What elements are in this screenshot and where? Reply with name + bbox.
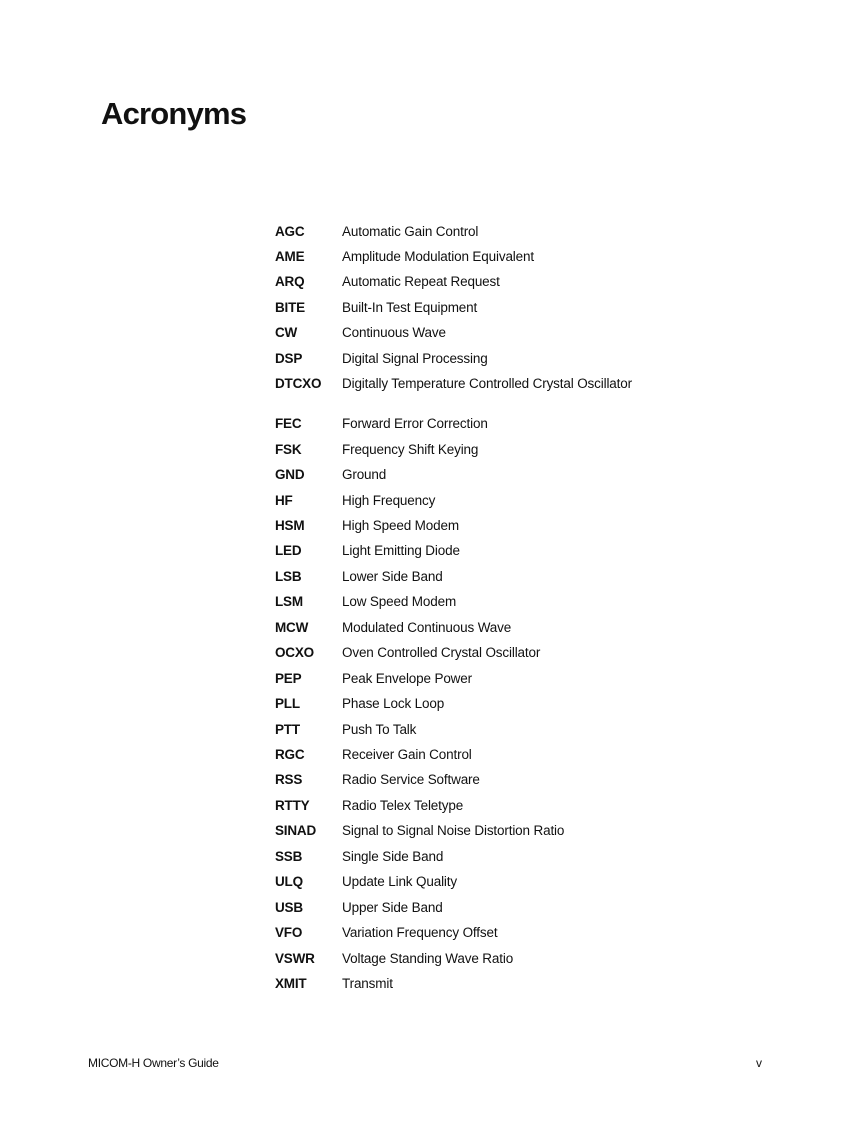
acronym-meaning: Variation Frequency Offset: [342, 925, 498, 941]
acronym-abbreviation: XMIT: [275, 976, 307, 991]
acronym-abbreviation: GND: [275, 467, 305, 482]
acronym-row: [275, 974, 393, 994]
acronym-row: [275, 516, 459, 536]
acronym-meaning: Upper Side Band: [342, 899, 443, 915]
acronym-meaning: Phase Lock Loop: [342, 696, 445, 712]
page-title: Acronyms: [101, 96, 247, 131]
acronym-abbreviation: MCW: [275, 619, 309, 635]
acronym-meaning: Update Link Quality: [342, 874, 457, 890]
acronym-abbreviation: VSWR: [275, 950, 315, 966]
acronym-abbreviation: RGC: [275, 747, 305, 762]
acronym-abbreviation: LSB: [275, 568, 302, 584]
acronym-abbreviation: OCXO: [275, 645, 314, 661]
acronym-row: [275, 821, 564, 841]
acronym-abbreviation: ULQ: [275, 874, 303, 890]
acronym-meaning: Automatic Gain Control: [342, 223, 479, 239]
acronym-row: [275, 872, 457, 892]
acronym-row: [275, 668, 472, 688]
acronym-meaning: Oven Controlled Crystal Oscillator: [342, 645, 541, 661]
acronym-meaning: Continuous Wave: [342, 325, 446, 341]
acronym-row: [275, 490, 435, 510]
acronym-row: [275, 795, 463, 815]
footer-document-title: MICOM-H Owner’s Guide: [88, 1056, 219, 1070]
acronym-abbreviation: VFO: [275, 925, 303, 941]
acronym-row: [275, 221, 478, 241]
acronym-meaning: Receiver Gain Control: [342, 747, 472, 762]
acronym-row: [275, 897, 443, 917]
acronym-meaning: Push To Talk: [342, 721, 417, 737]
acronym-row: [275, 374, 632, 394]
acronym-row: [275, 414, 488, 434]
acronym-meaning: Ground: [342, 467, 387, 482]
acronym-row: [275, 643, 540, 663]
acronym-meaning: High Frequency: [342, 492, 436, 508]
acronym-meaning: Automatic Repeat Request: [342, 274, 500, 290]
acronym-row: [275, 770, 480, 790]
acronym-abbreviation: CW: [275, 325, 298, 341]
acronym-abbreviation: HF: [275, 492, 293, 508]
acronym-abbreviation: PEP: [275, 670, 302, 686]
acronym-row: [275, 246, 534, 266]
acronym-meaning: Light Emitting Diode: [342, 543, 460, 559]
acronym-row: [275, 272, 500, 292]
acronym-meaning: Radio Telex Teletype: [342, 797, 464, 813]
acronym-abbreviation: RSS: [275, 772, 303, 788]
acronym-abbreviation: USB: [275, 899, 303, 915]
acronym-row: [275, 541, 460, 561]
acronym-meaning: Voltage Standing Wave Ratio: [342, 950, 514, 966]
acronym-meaning: Built-In Test Equipment: [342, 299, 478, 315]
acronym-row: [275, 566, 443, 586]
acronym-meaning: Lower Side Band: [342, 568, 443, 584]
acronym-row: [275, 719, 416, 739]
acronym-meaning: Digital Signal Processing: [342, 350, 488, 366]
acronym-abbreviation: DSP: [275, 350, 303, 366]
acronym-meaning: Single Side Band: [342, 848, 444, 864]
acronym-abbreviation: LED: [275, 543, 302, 559]
acronym-meaning: Forward Error Correction: [342, 416, 488, 432]
acronym-row: [275, 617, 511, 637]
acronym-meaning: Modulated Continuous Wave: [342, 619, 512, 635]
acronym-meaning: Digitally Temperature Controlled Crystal Oscillator: [342, 376, 632, 392]
acronym-abbreviation: FSK: [275, 441, 302, 457]
acronym-row: [275, 694, 444, 714]
acronym-row: [275, 948, 513, 968]
acronym-row: [275, 592, 456, 612]
acronym-row: [275, 923, 497, 943]
acronym-abbreviation: FEC: [275, 416, 302, 432]
acronym-meaning: High Speed Modem: [342, 518, 459, 533]
acronym-row: [275, 297, 477, 317]
acronym-abbreviation: SSB: [275, 848, 303, 864]
acronym-abbreviation: RTTY: [275, 797, 310, 813]
acronym-abbreviation: HSM: [275, 518, 305, 533]
acronym-row: [275, 439, 478, 459]
acronym-list: [275, 0, 795, 1122]
acronym-meaning: Signal to Signal Noise Distortion Ratio: [342, 823, 565, 839]
acronym-meaning: Transmit: [342, 976, 393, 991]
acronym-abbreviation: LSM: [275, 594, 303, 610]
acronym-abbreviation: AGC: [275, 223, 305, 239]
acronym-row: [275, 465, 386, 485]
acronym-meaning: Radio Service Software: [342, 772, 480, 788]
acronym-abbreviation: PTT: [275, 721, 300, 737]
acronym-abbreviation: PLL: [275, 696, 300, 712]
acronym-row: [275, 348, 488, 368]
acronym-abbreviation: AME: [275, 248, 305, 264]
acronym-abbreviation: SINAD: [275, 823, 317, 839]
acronym-meaning: Peak Envelope Power: [342, 670, 472, 686]
acronym-meaning: Low Speed Modem: [342, 594, 457, 610]
acronym-row: [275, 323, 446, 343]
acronym-row: [275, 846, 443, 866]
acronym-meaning: Amplitude Modulation Equivalent: [342, 248, 534, 264]
acronym-abbreviation: BITE: [275, 299, 305, 315]
acronym-abbreviation: DTCXO: [275, 376, 322, 392]
acronym-row: [275, 745, 472, 765]
acronym-abbreviation: ARQ: [275, 274, 305, 290]
acronym-meaning: Frequency Shift Keying: [342, 441, 479, 457]
footer-page-number: v: [756, 1056, 762, 1070]
